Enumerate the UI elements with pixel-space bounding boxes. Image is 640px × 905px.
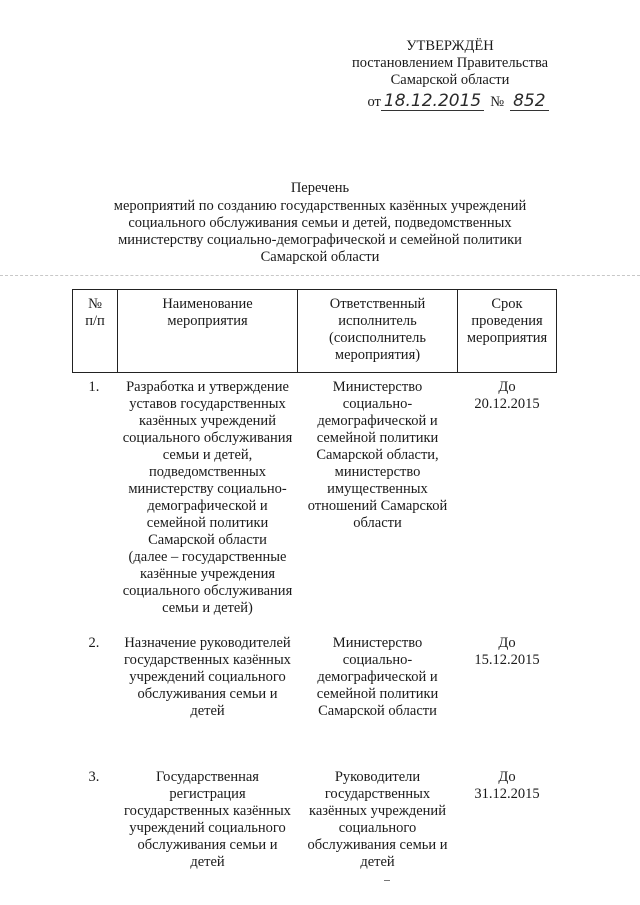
title-line-4: министерству социально-демографической и семейной политики (118, 232, 522, 248)
scan-divider (0, 275, 640, 276)
row-name: Разработка и утверждение уставов государственных казённых учреждений социального обслуживания семьи и детей, подведомственных министерству социально- демографической и семейной политики Самарской области (далее – государственные казённые учреждения социального обслуживания семьи и детей) (122, 379, 293, 616)
header-name: Наименование мероприятия (118, 290, 298, 373)
title-line-3: социального обслуживания семьи и детей, подведомственных (128, 215, 512, 231)
row-number: 2. (88, 635, 100, 651)
table-row (73, 763, 557, 871)
measures-table (72, 289, 557, 871)
row-number: 1. (88, 379, 100, 395)
header-term: Срок проведения мероприятия (458, 290, 557, 373)
approval-number: 852 (510, 93, 548, 111)
row-executor: Министерство социально- демографической и семейной политики Самарской области, министерство имущественных отношений Самарской области (307, 379, 448, 531)
table-row (73, 373, 557, 630)
document-title (60, 180, 580, 266)
title-line-5: Самарской области (260, 249, 380, 265)
row-name: Назначение руководителей государственных казённых учреждений социального обслуживания семьи и детей (124, 635, 291, 719)
row-executor: Министерство социально- демографической и семейной политики Самарской области (316, 635, 439, 719)
approval-date-number (330, 93, 570, 115)
from-label: от (367, 94, 381, 110)
number-label: № (490, 94, 505, 110)
row-executor: Руководители государственных казённых учреждений социального обслуживания семьи и детей (307, 769, 448, 870)
row-name: Государственная регистрация государственных казённых учреждений социального обслуживания семьи и детей (124, 769, 291, 870)
approved-by-line-2: Самарской области (390, 72, 510, 88)
row-term: До 20.12.2015 (474, 379, 540, 412)
approval-block (330, 38, 570, 115)
row-term: До 15.12.2015 (474, 635, 540, 668)
scan-mark (384, 880, 390, 887)
row-number: 3. (88, 769, 100, 785)
title-line-2: мероприятий по созданию государственных казённых учреждений (113, 198, 527, 214)
approval-date: 18.12.2015 (381, 93, 484, 111)
header-executor: Ответственный исполнитель (соисполнитель мероприятия) (298, 290, 458, 373)
title-line-1: Перечень (290, 180, 350, 196)
approved-by-line-1: постановлением Правительства (351, 55, 549, 71)
header-number: № п/п (73, 290, 118, 373)
approved-heading: УТВЕРЖДЁН (406, 38, 494, 54)
table-header-row (73, 290, 557, 373)
table-row (73, 629, 557, 763)
row-term: До 31.12.2015 (474, 769, 540, 802)
